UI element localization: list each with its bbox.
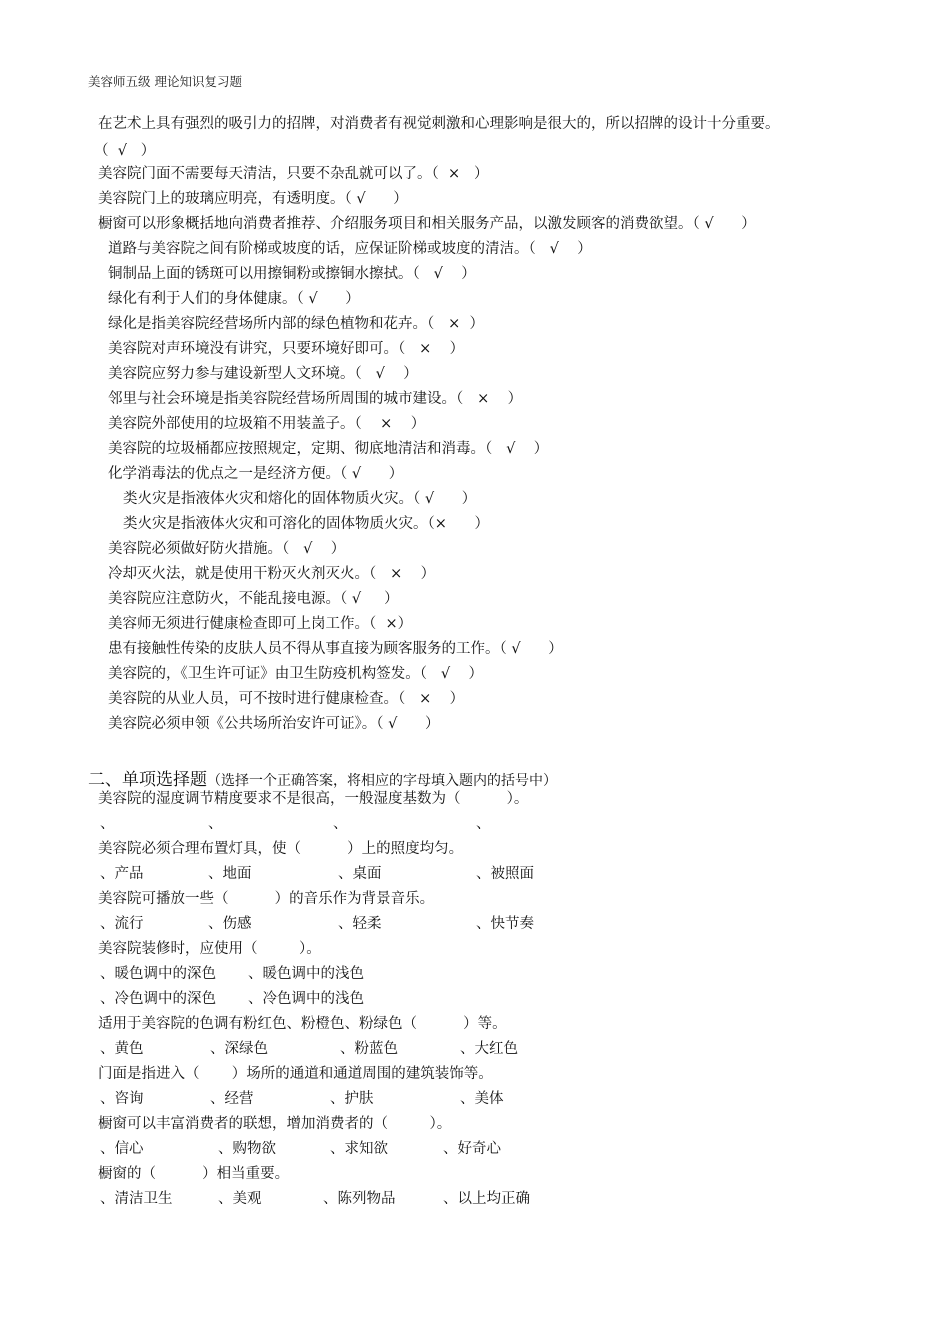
tf-item: 美容院的，《卫生许可证》由卫生防疫机构签发。（ √ ） xyxy=(108,666,484,682)
mc-option-c: 、求知欲 xyxy=(330,1141,388,1157)
mc-option-c: 、轻柔 xyxy=(338,916,382,932)
mc-question: 美容院的湿度调节精度要求不是很高，一般湿度基数为（ ）。 xyxy=(98,791,529,807)
tf-item: 橱窗可以形象概括地向消费者推荐、介绍服务项目和相关服务产品，以激发顾客的消费欲望。（ √ ） xyxy=(98,216,756,232)
mc-option-d: 、大红色 xyxy=(460,1041,518,1057)
mc-option-a: 、 xyxy=(100,816,115,832)
mc-option-b: 、深绿色 xyxy=(210,1041,268,1057)
mc-option-b: 、暖色调中的浅色 xyxy=(248,966,364,982)
mc-question: 橱窗可以丰富消费者的联想，增加消费者的（ ）。 xyxy=(98,1116,452,1132)
tf-item: 邻里与社会环境是指美容院经营场所周围的城市建设。（ × ） xyxy=(108,391,523,407)
page-header: 美容师五级 理论知识复习题 xyxy=(88,74,242,89)
tf-item: 美容院的垃圾桶都应按照规定，定期、彻底地清洁和消毒。（ √ ） xyxy=(108,441,549,457)
mc-option-a: 、咨询 xyxy=(100,1091,144,1107)
section-title xyxy=(88,765,557,790)
mc-question: 美容院必须合理布置灯具，使（ ）上的照度均匀。 xyxy=(98,841,464,857)
mc-option-d: 、好奇心 xyxy=(443,1141,501,1157)
tf-item: 道路与美容院之间有阶梯或坡度的话，应保证阶梯或坡度的清洁。（ √ ） xyxy=(108,241,592,257)
mc-option-c: 、粉蓝色 xyxy=(340,1041,398,1057)
mc-option-c: 、冷色调中的深色 xyxy=(100,991,216,1007)
mc-option-c: 、陈列物品 xyxy=(323,1191,396,1207)
tf-item: 铜制品上面的锈斑可以用擦铜粉或擦铜水擦拭。（ √ ） xyxy=(108,266,476,282)
mc-question: 美容院可播放一些（ ）的音乐作为背景音乐。 xyxy=(98,891,435,907)
tf-item: 美容院门上的玻璃应明亮，有透明度。（ √ ） xyxy=(98,191,408,207)
tf-item: 冷却灭火法，就是使用干粉灭火剂灭火。（ × ） xyxy=(108,566,436,582)
mc-option-d: 、快节奏 xyxy=(476,916,534,932)
mc-option-b: 、地面 xyxy=(208,866,252,882)
tf-item: 美容院应努力参与建设新型人文环境。（ √ ） xyxy=(108,366,418,382)
tf-item: 美容院对声环境没有讲究，只要环境好即可。（ × ） xyxy=(108,341,465,357)
tf-item: 美容师无须进行健康检查即可上岗工作。（ ×） xyxy=(108,616,413,632)
mc-option-a: 、暖色调中的深色 xyxy=(100,966,216,982)
mc-option-a: 、清洁卫生 xyxy=(100,1191,173,1207)
tf-item: 美容院必须申领《公共场所治安许可证》。（ √ ） xyxy=(108,716,440,732)
mc-option-d: 、冷色调中的浅色 xyxy=(248,991,364,1007)
tf-item: 患有接触性传染的皮肤人员不得从事直接为顾客服务的工作。（ √ ） xyxy=(108,641,563,657)
tf-item: 化学消毒法的优点之一是经济方便。（ √ ） xyxy=(108,466,404,482)
tf-item: 美容院外部使用的垃圾箱不用装盖子。（ × ） xyxy=(108,416,426,432)
section-heading: 二、单项选择题 xyxy=(88,770,207,790)
mc-question: 适用于美容院的色调有粉红色、粉橙色、粉绿色（ ）等。 xyxy=(98,1016,507,1032)
mc-option-b: 、伤感 xyxy=(208,916,252,932)
tf-item: 美容院应注意防火，不能乱接电源。（ √ ） xyxy=(108,591,399,607)
mc-option-a: 、黄色 xyxy=(100,1041,144,1057)
mc-option-d: 、以上均正确 xyxy=(443,1191,530,1207)
section-instruction: （选择一个正确答案，将相应的字母填入题内的括号中） xyxy=(207,773,557,789)
tf-item: 绿化是指美容院经营场所内部的绿色植物和花卉。（ × ） xyxy=(108,316,484,332)
mc-question: 门面是指进入（ ）场所的通道和通道周围的建筑装饰等。 xyxy=(98,1066,493,1082)
mc-option-b: 、购物欲 xyxy=(218,1141,276,1157)
mc-option-c: 、桌面 xyxy=(338,866,382,882)
mc-option-a: 、信心 xyxy=(100,1141,144,1157)
mc-option-a: 、流行 xyxy=(100,916,144,932)
tf-item: 美容院门面不需要每天清洁，只要不杂乱就可以了。（ × ） xyxy=(98,166,489,182)
tf-item: 类火灾是指液体火灾和可溶化的固体物质火灾。（× ） xyxy=(123,516,490,532)
mc-option-d: 、被照面 xyxy=(476,866,534,882)
tf-item: 绿化有利于人们的身体健康。（ √ ） xyxy=(108,291,360,307)
mc-option-d: 、 xyxy=(476,816,491,832)
mc-option-c: 、护肤 xyxy=(330,1091,374,1107)
mc-question: 橱窗的（ ）相当重要。 xyxy=(98,1166,290,1182)
mc-option-b: 、美观 xyxy=(218,1191,262,1207)
tf-item: 类火灾是指液体火灾和熔化的固体物质火灾。（ √ ） xyxy=(123,491,477,507)
tf-item: 美容院的从业人员，可不按时进行健康检查。（ × ） xyxy=(108,691,465,707)
mc-question: 美容院装修时，应使用（ ）。 xyxy=(98,941,321,957)
tf-item: 在艺术上具有强烈的吸引力的招牌，对消费者有视觉刺激和心理影响是很大的，所以招牌的设计十分重要。 xyxy=(98,116,780,132)
tf-answer: （ √ ） xyxy=(94,143,156,159)
mc-option-d: 、美体 xyxy=(460,1091,504,1107)
mc-option-a: 、产品 xyxy=(100,866,144,882)
tf-item: 美容院必须做好防火措施。（ √ ） xyxy=(108,541,346,557)
mc-option-b: 、 xyxy=(208,816,223,832)
mc-option-c: 、 xyxy=(333,816,348,832)
mc-option-b: 、经营 xyxy=(210,1091,254,1107)
